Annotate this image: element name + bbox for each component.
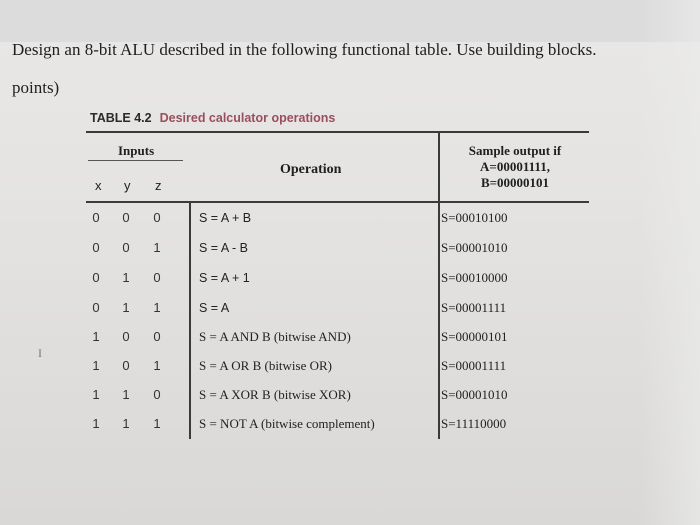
table-row <box>86 380 589 410</box>
cell-x: 0 <box>92 300 100 315</box>
cell-y: 1 <box>122 270 130 285</box>
cell-z: 1 <box>153 358 161 373</box>
cell-operation: S = A <box>199 301 230 315</box>
cell-y: 0 <box>122 329 130 344</box>
cell-sample-output: S=00001111 <box>441 300 507 315</box>
screen-glare <box>640 0 700 525</box>
cell-sample-output: S=00010100 <box>441 210 508 225</box>
cell-z: 1 <box>153 300 161 315</box>
top-bar <box>0 0 700 42</box>
cell-x: 1 <box>92 329 100 344</box>
header-x: x <box>95 178 102 193</box>
table-caption <box>90 111 335 125</box>
header-sample-line-1: Sample output if <box>468 143 562 158</box>
margin-mark: I <box>38 346 42 360</box>
cell-sample-output: S=00001010 <box>441 240 508 255</box>
table-row <box>86 233 589 263</box>
cell-z: 1 <box>153 240 161 255</box>
cell-operation: S = A OR B (bitwise OR) <box>199 358 333 373</box>
cell-operation: S = A + B <box>199 211 252 225</box>
header-operation: Operation <box>280 162 342 177</box>
cell-y: 1 <box>122 300 130 315</box>
cell-sample-output: S=00000101 <box>441 329 508 344</box>
table-title: Desired calculator operations <box>159 111 336 125</box>
cell-sample-output: S=00010000 <box>441 270 508 285</box>
cell-operation: S = A AND B (bitwise AND) <box>199 329 351 344</box>
cell-operation: S = NOT A (bitwise complement) <box>199 416 375 431</box>
cell-x: 0 <box>92 240 100 255</box>
cell-z: 0 <box>153 270 161 285</box>
cell-z: 0 <box>153 387 161 402</box>
cell-z: 0 <box>153 329 161 344</box>
header-z: z <box>155 178 162 193</box>
header-inputs-underline <box>88 160 183 161</box>
cell-sample-output: S=11110000 <box>441 416 507 431</box>
header-inputs: Inputs <box>118 143 155 158</box>
table-row <box>86 263 589 293</box>
header-sample-line-2: A=00001111, <box>480 159 550 174</box>
cell-z: 1 <box>153 416 161 431</box>
cell-y: 0 <box>122 240 130 255</box>
cell-x: 1 <box>92 358 100 373</box>
header-sample-output <box>440 143 590 191</box>
table-row <box>86 351 589 381</box>
cell-operation: S = A - B <box>199 241 248 255</box>
cell-x: 1 <box>92 416 100 431</box>
question-text-line-1: Design an 8-bit ALU described in the following functional table. Use building blocks. <box>12 40 597 59</box>
table-row <box>86 293 589 323</box>
cell-x: 0 <box>92 270 100 285</box>
table-row <box>86 409 589 439</box>
table-label: TABLE 4.2 <box>90 111 152 125</box>
cell-y: 1 <box>122 387 130 402</box>
question-text-line-2: points) <box>12 78 60 97</box>
cell-y: 1 <box>122 416 130 431</box>
header-y: y <box>124 178 131 193</box>
cell-sample-output: S=00001010 <box>441 387 508 402</box>
cell-z: 0 <box>153 210 161 225</box>
cell-y: 0 <box>122 358 130 373</box>
cell-sample-output: S=00001111 <box>441 358 507 373</box>
cell-operation: S = A + 1 <box>199 271 250 285</box>
cell-x: 0 <box>92 210 100 225</box>
header-sample-line-3: B=00000101 <box>480 175 550 190</box>
table-row <box>86 322 589 352</box>
cell-y: 0 <box>122 210 130 225</box>
cell-x: 1 <box>92 387 100 402</box>
table-top-rule <box>86 131 589 133</box>
cell-operation: S = A XOR B (bitwise XOR) <box>199 387 351 402</box>
table-row <box>86 203 589 233</box>
